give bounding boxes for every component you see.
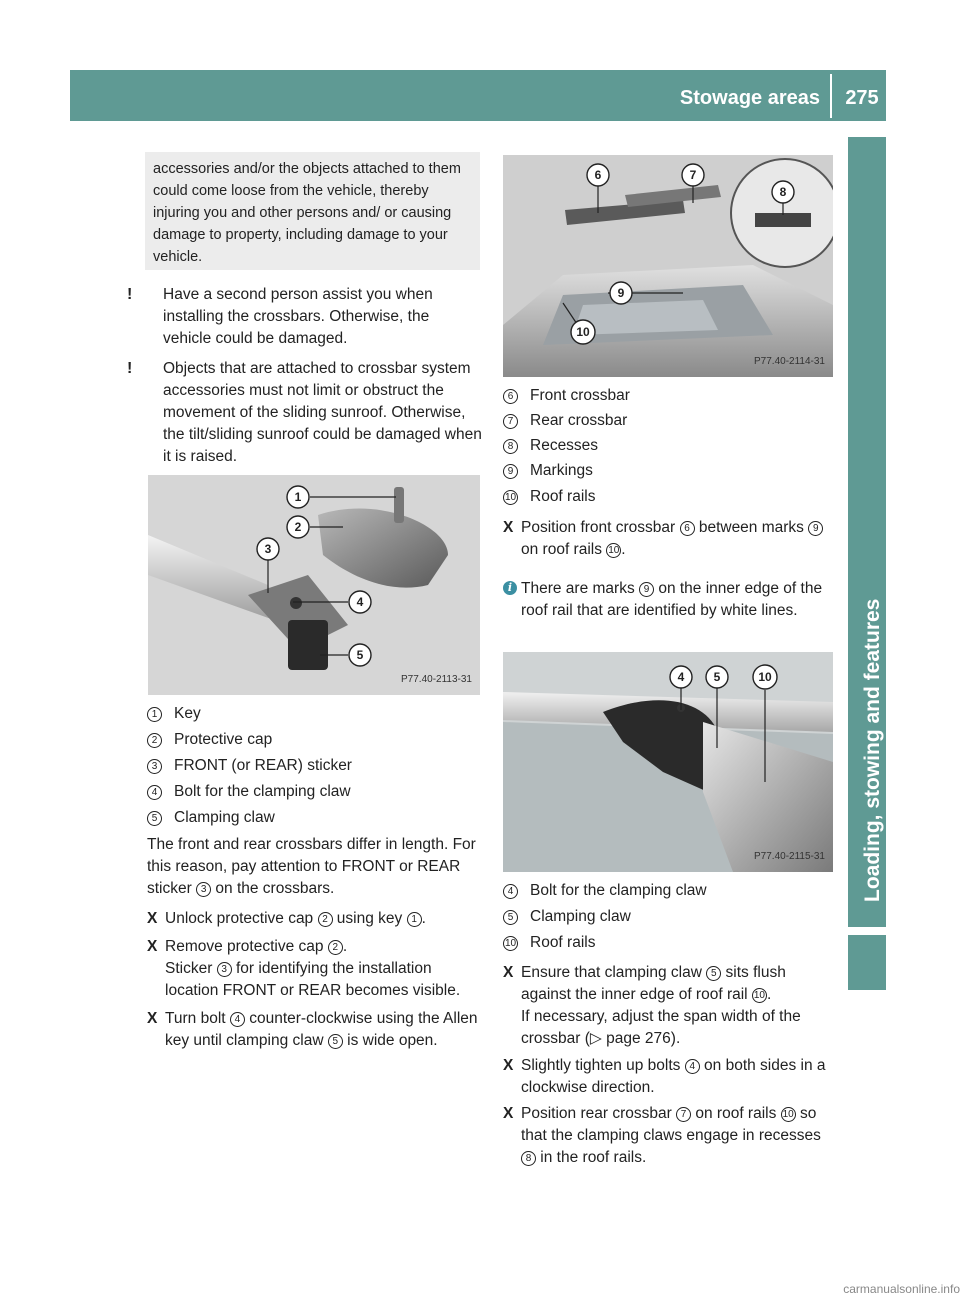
step-position-rear: X Position rear crossbar 7 on roof rails 10 so that the clamping claws engage in recesses 8 in the roof rails. <box>503 1105 821 1166</box>
section-title: Stowage areas <box>679 87 820 109</box>
warning-text: accessories and/or the objects attached to them could come loose from the vehicle, thereby injuring you and other persons and/ or causing damage to property, including damage to your vehicle. <box>153 161 461 265</box>
callout-4 <box>670 666 692 688</box>
legend-item: 5 Clamping claw <box>503 906 631 928</box>
legend-item: 2 Protective cap <box>147 729 272 751</box>
step-ensure-flush: X Ensure that clamping claw 5 sits flush against the inner edge of roof rail 10 . If necessary, adjust the span width of the crossbar (▷ page 276). <box>503 964 801 1047</box>
legend-item: 10 Roof rails <box>504 488 596 505</box>
svg-text:4: 4 <box>356 595 364 609</box>
callout-4 <box>349 591 371 613</box>
legend-item: 8 Recesses <box>503 435 598 457</box>
svg-text:5: 5 <box>356 648 364 662</box>
svg-text:6: 6 <box>594 168 602 182</box>
callout-9 <box>610 282 632 304</box>
step-turn-bolt: X Turn bolt 4 counter-clockwise using the Allen key until clamping claw 5 is wide open. <box>147 1010 478 1049</box>
legend-item: 1 Key <box>147 703 201 725</box>
legend-item: 5 Clamping claw <box>147 807 275 829</box>
info-icon: i <box>503 581 517 595</box>
legend-item: 7 Rear crossbar <box>503 410 627 432</box>
svg-text:10: 10 <box>758 670 772 684</box>
svg-text:7: 7 <box>689 168 697 182</box>
svg-text:2: 2 <box>294 520 302 534</box>
svg-text:8: 8 <box>779 185 787 199</box>
note-2-text: Objects that are attached to crossbar system accessories must not limit or obstruct the movement of the sliding sunroof. Otherwise, the tilt/sliding sunroof could be damaged when it is raised. <box>163 360 482 465</box>
figure-reference: P77.40-2113-31 <box>401 674 472 685</box>
legend-item: 4 Bolt for the clamping claw <box>503 880 707 902</box>
crossbar-clamp-figure <box>148 475 480 695</box>
chapter-tab-label-wrap <box>860 252 886 902</box>
warning-box <box>145 152 480 270</box>
figure-reference: P77.40-2114-31 <box>754 356 825 367</box>
legend-item: 9 Markings <box>503 460 593 482</box>
step-position-front: X Position front crossbar 6 between marks 9 on roof rails 10 . <box>503 517 838 561</box>
svg-text:10: 10 <box>576 325 590 339</box>
callout-10 <box>753 665 777 689</box>
page-number: 275 <box>845 87 879 109</box>
svg-text:5: 5 <box>713 670 721 684</box>
paragraph: The front and rear crossbars differ in length. For this reason, pay attention to FRONT or REAR sticker 3 on the crossbars. <box>147 836 476 897</box>
step-unlock: X Unlock protective cap 2 using key 1 . <box>147 910 426 927</box>
chapter-tab-block <box>848 935 886 990</box>
figure-reference: P77.40-2115-31 <box>754 851 825 862</box>
note-2 <box>127 358 483 468</box>
legend-item: 10 Roof rails <box>504 934 596 951</box>
callout-8 <box>772 181 794 203</box>
watermark: carmanualsonline.info <box>843 1282 960 1296</box>
step-remove-cap: X Remove protective cap 2 . Sticker 3 for identifying the installation location FRONT or REAR becomes visible. <box>147 938 461 999</box>
note-1-text: Have a second person assist you when installing the crossbars. Otherwise, the vehicle could be damaged. <box>163 286 433 347</box>
svg-text:1: 1 <box>294 490 302 504</box>
roof-rail-clamp-figure <box>503 652 833 872</box>
callout-7 <box>682 164 704 186</box>
callout-1 <box>287 486 309 508</box>
chapter-tab-label: Loading, stowing and features <box>861 598 884 902</box>
svg-text:9: 9 <box>617 286 625 300</box>
legend-item: 6 Front crossbar <box>503 385 630 407</box>
vehicle-roof-figure <box>503 155 833 377</box>
callout-10 <box>571 320 595 344</box>
info-note: i There are marks 9 on the inner edge of the roof rail that are identified by white lines. <box>503 578 838 622</box>
exclamation-icon: ! <box>127 286 133 303</box>
callout-5 <box>706 666 728 688</box>
legend-item: 4 Bolt for the clamping claw <box>147 781 351 803</box>
header-separator <box>830 74 832 118</box>
svg-text:4: 4 <box>677 670 685 684</box>
callout-2 <box>287 516 309 538</box>
exclamation-icon: ! <box>127 360 133 377</box>
callout-3 <box>257 538 279 560</box>
legend-item: 3 FRONT (or REAR) sticker <box>147 755 352 777</box>
callout-6 <box>587 164 609 186</box>
svg-text:3: 3 <box>264 542 272 556</box>
callout-5 <box>349 644 371 666</box>
step-tighten-bolts: X Slightly tighten up bolts 4 on both sides in a clockwise direction. <box>503 1057 826 1096</box>
note-1 <box>127 284 480 350</box>
